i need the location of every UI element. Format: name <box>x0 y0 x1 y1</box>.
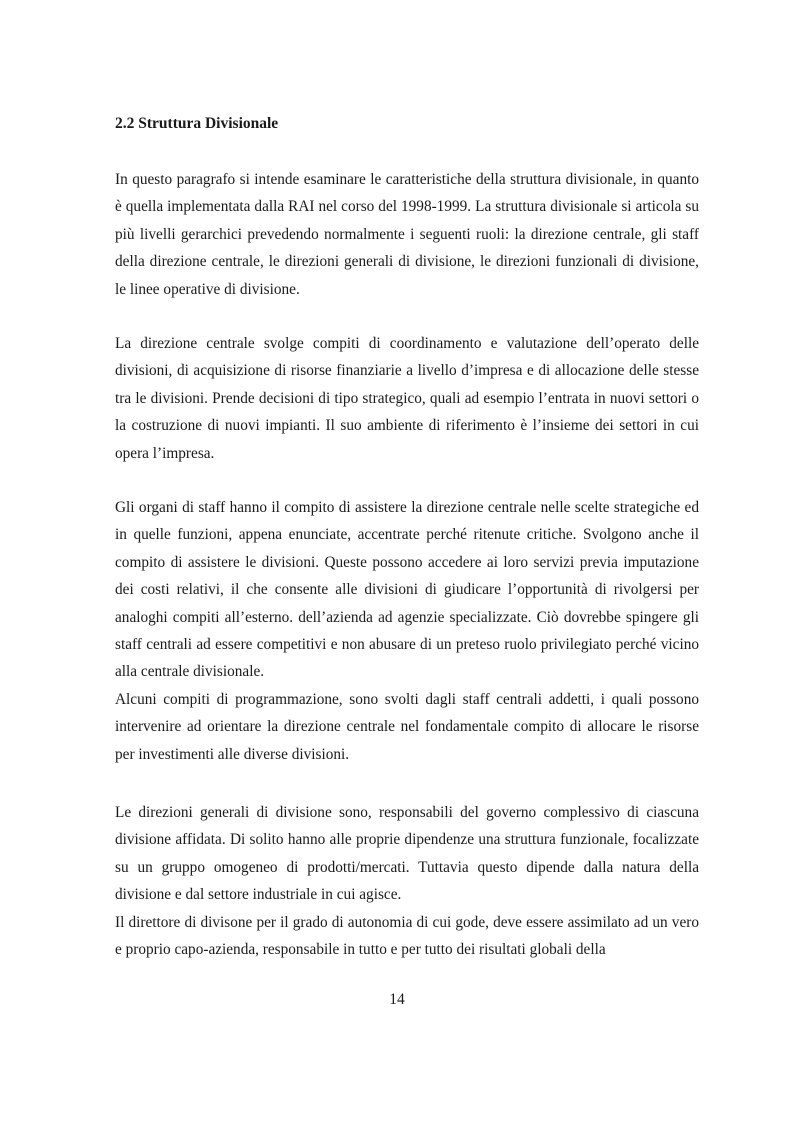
paragraph-division-director: Il direttore di divisone per il grado di autonomia di cui gode, deve essere assimilato ad un vero e proprio capo-azienda, responsabile in tutto e per tutto dei risultati globali della <box>115 913 699 959</box>
paragraph-central-direction: La direzione centrale svolge compiti di coordinamento e valutazione dell’operato delle divisioni, di acquisizione di risorse finanziarie a livello d’impresa e di allocazione delle stesse tra le divisioni. Prende decisioni di tipo strategico, quali ad esempio l’entrata in nuovi settori o la costruzione di nuovi impianti. Il suo ambiente di riferimento è l’insieme dei settori in cui opera l’impresa. <box>115 335 699 462</box>
paragraph-division-text: Le direzioni generali di divisione sono, responsabili del governo complessivo di ciascuna divisione affidata. Di solito hanno alle proprie dipendenze una struttura funzionale, focalizzate su un gruppo omogeneo di prodotti/mercati. Tuttavia questo dipende dalla natura della divisione e dal settore industriale in cui agisce. <box>115 804 699 904</box>
page-number: 14 <box>389 991 405 1008</box>
paragraph-staff-programming: Alcuni compiti di programmazione, sono svolti dagli staff centrali addetti, i quali possono intervenire ad orientare la direzione centrale nel fondamentale compito di allocare le risorse per investimenti alle diverse divisioni. <box>115 690 699 763</box>
section-heading: 2.2 Struttura Divisionale <box>115 115 279 132</box>
paragraph-staff <box>115 494 699 768</box>
paragraph-staff-text: Gli organi di staff hanno il compito di assistere la direzione centrale nelle scelte strategiche ed in quelle funzioni, appena enunciate, accentrate perché ritenute critiche. Svolgono anche il compito di assistere le divisioni. Queste possono accedere ai loro servizi previa imputazione dei costi relativi, il che consente alle divisioni di giudicare l’opportunità di rivolgersi per analoghi compiti all’esterno. dell’azienda ad agenzie specializzate. Ciò dovrebbe spingere gli staff centrali ad essere competitivi e non abusare di un preteso ruolo privilegiato perché vicino alla centrale divisionale. <box>115 499 699 681</box>
paragraph-intro: In questo paragrafo si intende esaminare le caratteristiche della struttura divisionale, in quanto è quella implementata dalla RAI nel corso del 1998-1999. La struttura divisionale si articola su più livelli gerarchici prevedendo normalmente i seguenti ruoli: la direzione centrale, gli staff della direzione centrale, le direzioni generali di divisione, le direzioni funzionali di divisione, le linee operative di divisione. <box>115 171 699 298</box>
paragraph-division-directions <box>115 799 699 963</box>
